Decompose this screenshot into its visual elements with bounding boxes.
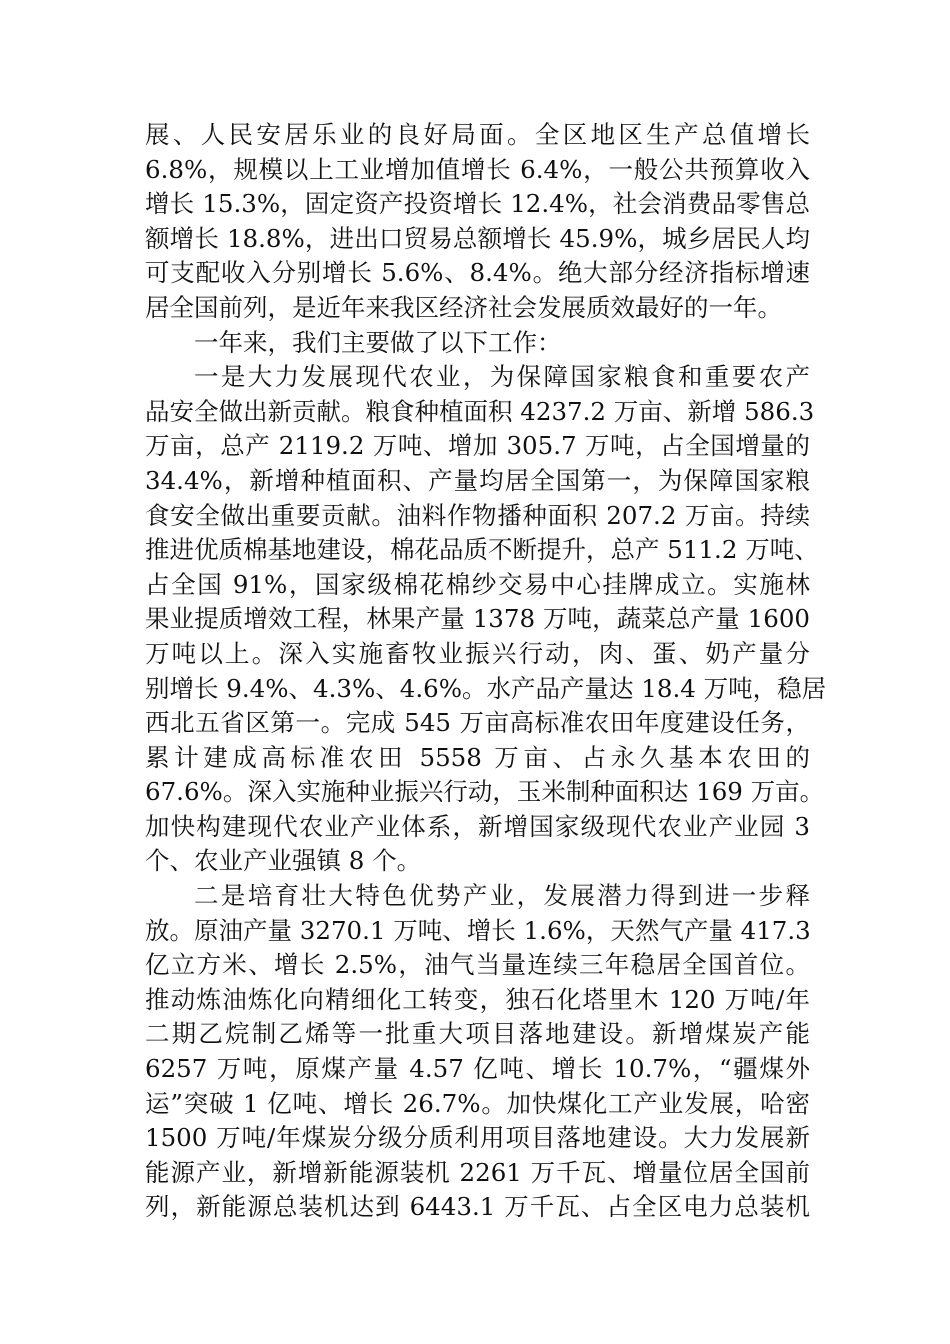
text-line: 占全国 91%，国家级棉花棉纱交易中心挂牌成立。实施林	[145, 569, 810, 599]
text-line: 一是大力发展现代农业，为保障国家粮食和重要农产	[194, 362, 810, 392]
text-line: 食安全做出重要贡献。油料作物播种面积 207.2 万亩。持续	[145, 500, 810, 530]
text-line: 别增长 9.4%、4.3%、4.6%。水产品产量达 18.4 万吨，稳居	[145, 673, 827, 703]
text-line: 居全国前列，是近年来我区经济社会发展质效最好的一年。	[145, 292, 782, 322]
text-line: 推动炼油炼化向精细化工转变，独石化塔里木 120 万吨/年	[145, 984, 810, 1014]
text-line: 列，新能源总装机达到 6443.1 万千瓦、占全区电力总装机	[145, 1192, 810, 1222]
text-line: 运”突破 1 亿吨、增长 26.7%。加快煤化工产业发展，哈密	[145, 1088, 810, 1118]
text-line: 品安全做出新贡献。粮食种植面积 4237.2 万亩、新增 586.3	[145, 396, 815, 426]
text-line: 万吨以上。深入实施畜牧业振兴行动，肉、蛋、奶产量分	[145, 638, 810, 668]
text-line: 额增长 18.8%，进出口贸易总额增长 45.9%，城乡居民人均	[145, 223, 810, 253]
text-line: 能源产业，新增新能源装机 2261 万千瓦、增量位居全国前	[145, 1157, 810, 1187]
text-line: 二是培育壮大特色优势产业，发展潜力得到进一步释	[194, 881, 810, 911]
text-line: 展、人民安居乐业的良好局面。全区地区生产总值增长	[145, 120, 810, 149]
text-line: 西北五省区第一。完成 545 万亩高标准农田年度建设任务，	[145, 708, 810, 738]
document-page	[145, 118, 827, 1225]
text-line: 6.8%，规模以上工业增加值增长 6.4%，一般公共预算收入	[145, 154, 810, 184]
text-line: 可支配收入分别增长 5.6%、8.4%。绝大部分经济指标增速	[145, 258, 810, 288]
text-line: 1500 万吨/年煤炭分级分质利用项目落地建设。大力发展新	[145, 1123, 810, 1153]
text-line: 一年来，我们主要做了以下工作：	[194, 327, 562, 357]
text-line: 推进优质棉基地建设，棉花品质不断提升，总产 511.2 万吨、	[145, 535, 819, 565]
text-line: 个、农业产业强镇 8 个。	[145, 846, 422, 876]
text-line: 加快构建现代农业产业体系，新增国家级现代农业产业园 3	[145, 811, 810, 841]
text-line: 累计建成高标准农田 5558 万亩、占永久基本农田的	[145, 742, 810, 772]
text-line: 34.4%，新增种植面积、产量均居全国第一，为保障国家粮	[145, 465, 810, 495]
text-line: 亿立方米、增长 2.5%，油气当量连续三年稳居全国首位。	[145, 950, 810, 980]
text-line: 放。原油产量 3270.1 万吨、增长 1.6%，天然气产量 417.3	[145, 915, 811, 945]
text-line: 67.6%。深入实施种业振兴行动，玉米制种面积达 169 万亩。	[145, 777, 825, 807]
text-line: 果业提质增效工程，林果产量 1378 万吨，蔬菜总产量 1600	[145, 604, 810, 634]
text-line: 增长 15.3%，固定资产投资增长 12.4%，社会消费品零售总	[145, 189, 810, 219]
text-line: 二期乙烷制乙烯等一批重大项目落地建设。新增煤炭产能	[145, 1019, 810, 1049]
text-line: 6257 万吨，原煤产量 4.57 亿吨、增长 10.7%，“疆煤外	[145, 1054, 810, 1084]
text-line: 万亩，总产 2119.2 万吨、增加 305.7 万吨，占全国增量的	[145, 431, 810, 461]
